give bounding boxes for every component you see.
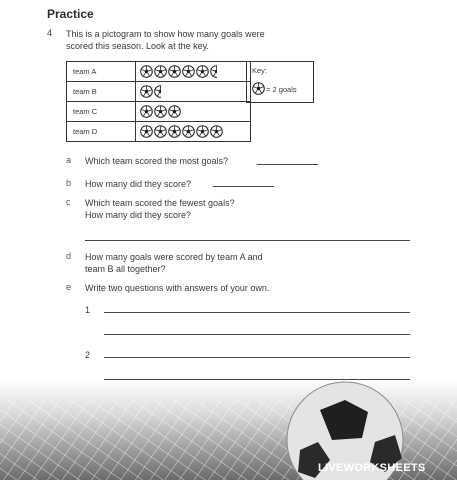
football-icon (182, 65, 195, 78)
liveworksheets-logo (318, 462, 426, 474)
own-question-1-line[interactable] (104, 312, 410, 313)
pictogram-team-label: team A (67, 62, 136, 82)
question-d-letter: d (66, 251, 72, 261)
pictogram-football-icons (136, 82, 251, 102)
question-c-line-1: Which team scored the fewest goals? (85, 198, 235, 208)
question-a-text: Which team scored the most goals? (85, 156, 229, 166)
question-c-letter: c (66, 197, 71, 207)
pictogram-football-icons (136, 102, 251, 122)
football-icon (168, 105, 181, 118)
football-icon (210, 125, 223, 138)
question-intro (66, 28, 326, 52)
football-icon (210, 65, 217, 78)
question-d-line-1: How many goals were scored by team A and (85, 252, 263, 262)
football-icon (154, 105, 167, 118)
football-icon (140, 65, 153, 78)
question-b-letter: b (66, 178, 72, 188)
answer-b-line[interactable] (213, 186, 274, 187)
answer-c-line[interactable] (85, 240, 410, 241)
question-b-text: How many did they score? (85, 179, 192, 189)
key-title: Key: (252, 66, 268, 75)
football-icon (182, 125, 195, 138)
pictogram-team-label: team C (67, 102, 136, 122)
pictogram-table (66, 61, 251, 142)
football-icon (140, 85, 153, 98)
own-answer-1-line[interactable] (104, 334, 410, 335)
pictogram-team-label: team B (67, 82, 136, 102)
pictogram-row (67, 82, 251, 102)
page-heading: Practice (47, 7, 94, 21)
intro-line-1: This is a pictogram to show how many goals were (66, 29, 265, 39)
football-icon (196, 125, 209, 138)
pictogram-football-icons (136, 122, 251, 142)
answer-a-line[interactable] (257, 164, 318, 165)
football-icon (140, 125, 153, 138)
key-box (246, 61, 314, 103)
football-icon (154, 65, 167, 78)
pictogram-team-label: team D (67, 122, 136, 142)
question-c-line-2: How many did they score? (85, 210, 192, 220)
question-e-letter: e (66, 282, 72, 292)
question-a-letter: a (66, 155, 72, 165)
football-icon (252, 82, 265, 95)
question-d-text (85, 251, 263, 275)
pictogram-row (67, 102, 251, 122)
football-icon (154, 125, 167, 138)
football-icon (168, 125, 181, 138)
key-value: = 2 goals (266, 85, 297, 94)
football-icon (196, 65, 209, 78)
liveworksheets-logo-text: LIVEWORKSHEETS (318, 462, 426, 474)
own-question-1-number: 1 (85, 305, 91, 315)
intro-line-2: scored this season. Look at the key. (66, 41, 209, 51)
pictogram-football-icons (136, 62, 251, 82)
football-icon (168, 65, 181, 78)
question-number: 4 (47, 28, 53, 38)
question-e-text: Write two questions with answers of your own. (85, 283, 270, 293)
question-d-line-2: team B all together? (85, 264, 166, 274)
question-c-text (85, 197, 235, 221)
football-icon (154, 85, 161, 98)
own-question-2-number: 2 (85, 350, 91, 360)
pictogram-row (67, 62, 251, 82)
own-question-2-line[interactable] (104, 357, 410, 358)
key-football-icon (252, 82, 266, 95)
pictogram-row (67, 122, 251, 142)
football-icon (140, 105, 153, 118)
